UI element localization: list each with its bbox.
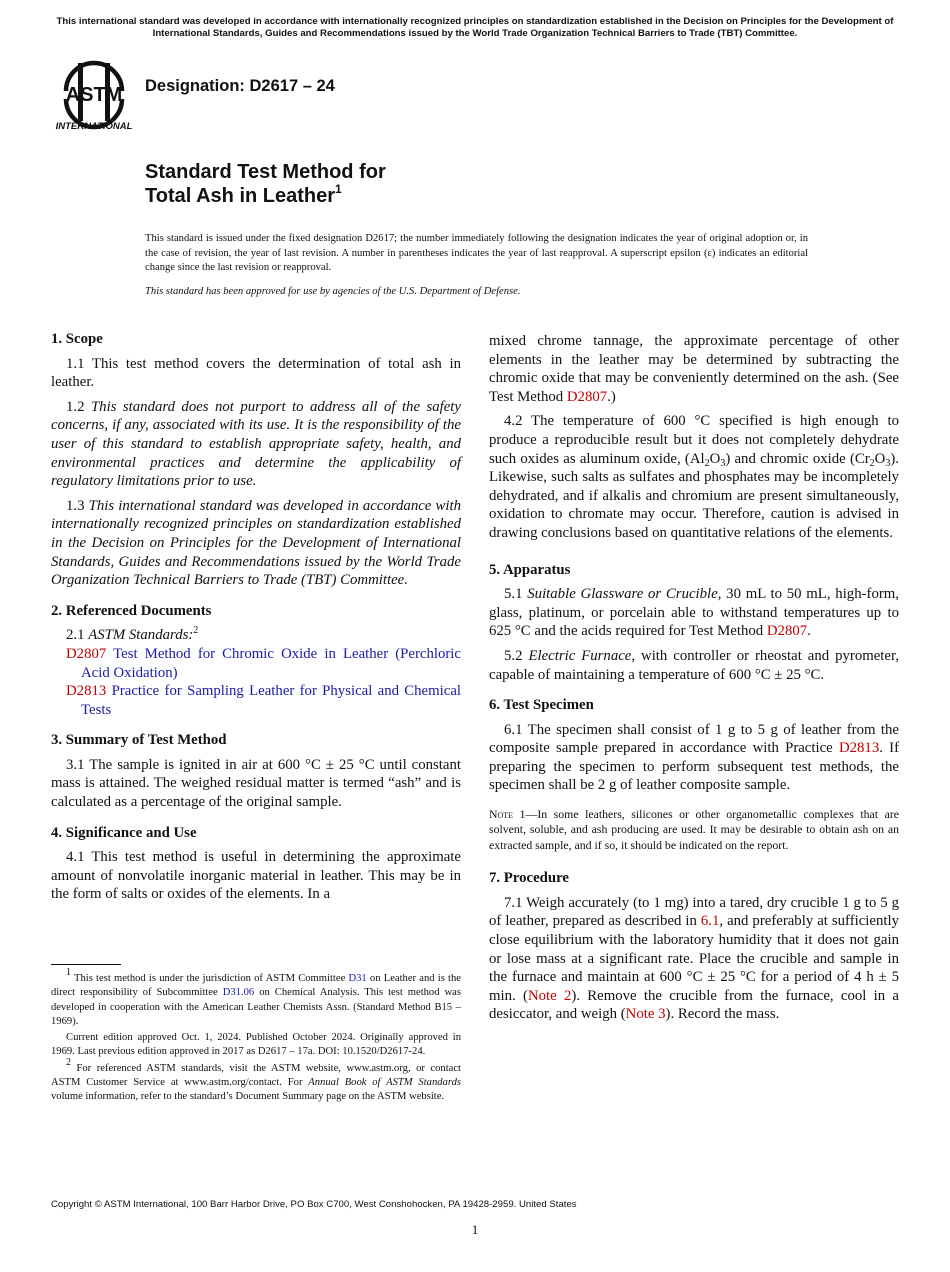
paragraph-1-1: 1.1 This test method covers the determination of total ash in leather. — [51, 355, 461, 391]
section-heading: 7. Procedure — [489, 870, 569, 887]
title-line-1: Standard Test Method for — [145, 161, 386, 183]
paragraph-4-1: 4.1 This test method is useful in determining the approximate amount of nonvolatile inorganic material in leather. This may be in the form of salts or oxides of the elements. In a — [51, 849, 461, 903]
footnote-2: $^2$ For referenced ASTM standards, visit the ASTM website, www.astm.org, or contact ASTM Customer Service at www.astm.org/contact. For Annual Book of ASTM Standards volume information, refer to the standard’s Document Summary page on the ASTM website. — [51, 1056, 461, 1103]
subcommittee-d31-06-link[interactable]: D31.06 — [222, 987, 255, 999]
document-title — [145, 160, 386, 208]
link-d2807[interactable]: D2807 — [766, 623, 808, 640]
section-referenced-documents — [51, 602, 461, 720]
section-procedure — [489, 869, 899, 1024]
section-significance — [51, 824, 461, 904]
reference-d2813[interactable]: D2813 Practice for Sampling Leather for Physical and Chemical Tests — [66, 683, 461, 718]
issuance-statement: This standard is issued under the fixed designation D2617; the number immediately following the designation indicates the year of original adoption or, in the case of revision, the year of last revision. A number in parentheses indicates the year of last reapproval. A superscript epsilon (ε) indicates an editorial change since the last revision or reapproval. — [145, 233, 808, 273]
paragraph-1-3: 1.3 This international standard was developed in accordance with internationally recognized principles on standardization established in the Decision on Principles for the Development of International Standards, Guides and Recommendations issued by the World Trade Organization Technical Barriers to Trade (TBT) Committee. — [51, 497, 461, 589]
link-note-2[interactable]: Note 2 — [527, 987, 572, 1004]
footnotes — [51, 967, 461, 1107]
footnote-divider — [51, 964, 121, 965]
footnote-1: $^1$ This test method is under the jurisdiction of ASTM Committee D31 on Leather and is the direct responsibility of Subcommittee D31.06 on Chemical Analysis. This test method was developed in cooperation with the American Leather Chemists Assn. (Standard Method B15 – 1969). — [51, 967, 461, 1027]
international-standard-notice: This international standard was developed in accordance with internationally recognized principles on standardization established in the Decision on Principles for the Development of International Standards, Guides and Recommendations issued by the World Trade Organization Technical Barriers to Trade (TBT) Committee. — [56, 16, 894, 40]
paragraph-1-2: 1.2 This standard does not purport to address all of the safety concerns, if any, associated with its use. It is the responsibility of the user of this standard to establish appropriate safety, health, and environmental practices and determine the applicability of regulatory limitations prior to use. — [51, 398, 461, 490]
section-scope — [51, 330, 461, 590]
section-heading: 6. Test Specimen — [489, 697, 594, 714]
note-1: Note 1—In some leathers, silicones or other organometallic complexes that are solvent, soluble, and ash producing are used. It may be desirable to obtain ash on an extracted sample, and if so, it should be indicated on the report. — [489, 807, 899, 852]
section-test-specimen — [489, 696, 899, 853]
paragraph-7-1: 7.1 Weigh accurately (to 1 mg) into a tared, dry crucible 1 g to 5 g of leather, prepared as described in 6.1, and preferably at sufficiently close equilibrium with the laboratory humidity that it does not gain or lose mass at a significant rate. Place the crucible and sample in the furnace and maintain at 600 °C ± 25 °C for a period of 4 h ± 5 min. (Note 2). Remove the crucible from the furnace, cool in a desiccator, and weigh (Note 3). Record the mass. — [489, 894, 899, 1023]
left-column — [51, 330, 461, 916]
section-summary — [51, 731, 461, 811]
link-d2813[interactable]: D2813 — [838, 740, 880, 757]
section-heading: 5. Apparatus — [489, 561, 571, 578]
section-heading: 3. Summary of Test Method — [51, 732, 227, 749]
paragraph-4-1-continued: mixed chrome tannage, the approximate percentage of other elements in the leather may be determined by subtracting the chromic oxide that may be conveniently determined on the ash. (See Test Method D2807.) — [489, 333, 899, 405]
link-6-1[interactable]: 6.1 — [700, 913, 720, 930]
section-heading: 1. Scope — [51, 331, 103, 347]
designation: Designation: D2617 – 24 — [145, 77, 335, 95]
paragraph-3-1: 3.1 The sample is ignited in air at 600 °C ± 25 °C until constant mass is attained. The weighed residual matter is termed “ash” and is calculated as a percentage of the original sample. — [51, 756, 461, 811]
paragraph-5-1: 5.1 Suitable Glassware or Crucible, 30 mL to 50 mL, high-form, glass, platinum, or porcelain able to withstand temperatures up to 625 °C and the acids required for Test Method D2807. — [489, 586, 899, 640]
page-number: 1 — [471, 1222, 479, 1237]
paragraph-6-1: 6.1 The specimen shall consist of 1 g to 5 g of leather from the composite sample prepared in accordance with Practice D2813. If preparing the specimen to perform subsequent test methods, the specimen shall be 2 g of leather composite sample. — [489, 721, 899, 794]
section-heading: 4. Significance and Use — [51, 824, 197, 841]
svg-text:ASTM: ASTM — [65, 84, 123, 106]
paragraph-2-1: 2.1 ASTM Standards:$^2$ — [66, 625, 199, 644]
committee-d31-link[interactable]: D31 — [348, 973, 367, 984]
paragraph-5-2: 5.2 Electric Furnace, with controller or rheostat and pyrometer, capable of maintaining a temperature of 600 °C ± 25 °C. — [489, 647, 900, 683]
paragraph-4-2: 4.2 The temperature of 600 °C specified is high enough to produce a reproducible result but it does not completely dehydrate such oxides as aluminum oxide, $(Al_2O_3)$ and chromic oxide $(Cr_2O_3)$. Likewise, such salts as sulfates and phosphates may be incompletely dehydrated, and if alkalis and chromium are present simultaneously, oxidation to chromate may occur. Therefore, caution is advised in drawing conclusions based on quantitative relations of the elements. — [489, 413, 899, 541]
section-apparatus — [489, 561, 899, 685]
section-heading: 2. Referenced Documents — [51, 602, 212, 619]
link-d2807[interactable]: D2807 — [566, 388, 608, 405]
copyright-notice: Copyright © ASTM International, 100 Barr Harbor Drive, PO Box C700, West Conshohocken, PA 19428-2959. United States — [51, 1199, 577, 1210]
link-note-3[interactable]: Note 3 — [625, 1006, 666, 1023]
dod-approval-statement: This standard has been approved for use by agencies of the U.S. Department of Defense. — [145, 286, 521, 297]
right-column — [489, 332, 899, 1036]
svg-text:INTERNATIONAL: INTERNATIONAL — [55, 121, 133, 131]
footnote-edition: Current edition approved Oct. 1, 2024. Published October 2024. Originally approved in 1969. Last previous edition approved in 2017 as D2617 – 17a. DOI: 10.1520/D2617-24. — [51, 1032, 461, 1058]
astm-logo — [52, 57, 136, 131]
title-line-2: Total Ash in Leather$^1$ — [145, 182, 342, 207]
reference-d2807[interactable]: D2807 Test Method for Chromic Oxide in Leather (Perchloric Acid Oxidation) — [66, 645, 461, 681]
title-footnote-marker: 1 — [335, 182, 342, 196]
